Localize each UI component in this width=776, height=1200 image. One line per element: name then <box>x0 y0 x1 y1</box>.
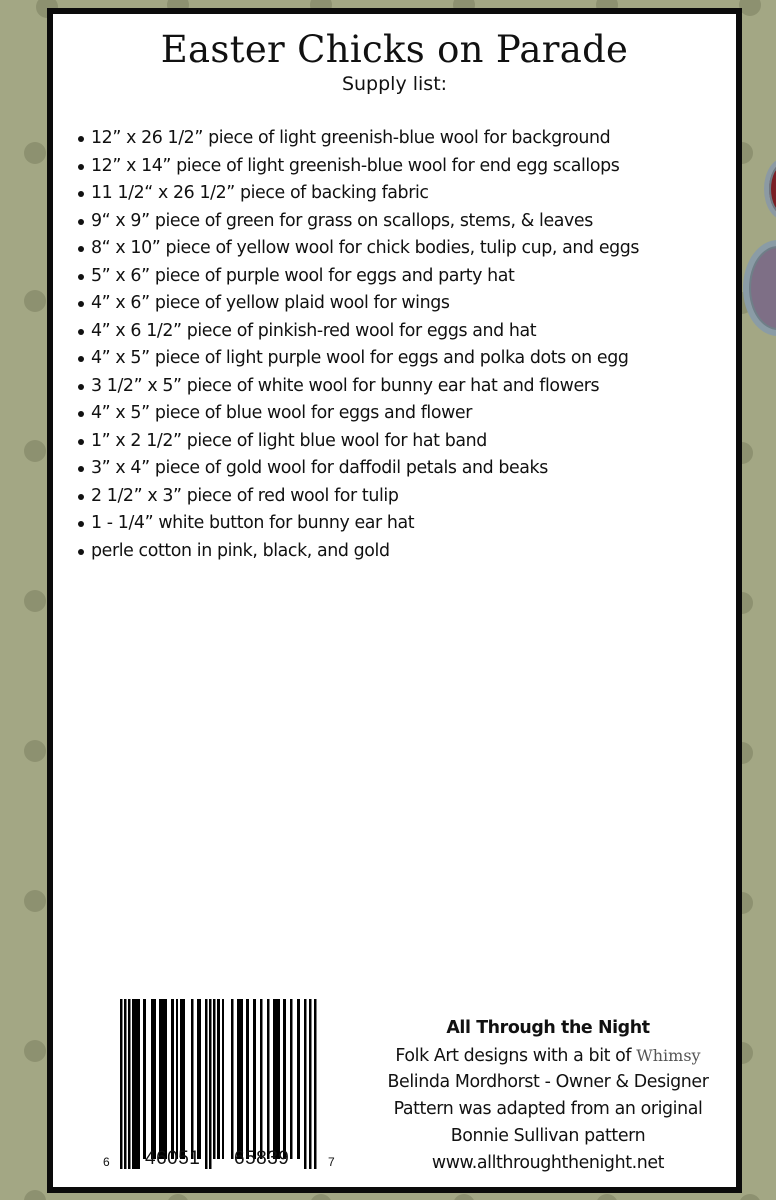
polka-dot <box>24 440 46 462</box>
supply-list-item: 3” x 4” piece of gold wool for daffodil petals and beaks <box>75 455 639 483</box>
polka-dot <box>596 1194 618 1200</box>
supply-list-item: 4” x 5” piece of blue wool for eggs and flower <box>75 400 639 428</box>
polka-dot <box>739 0 761 16</box>
polka-dot <box>24 1040 46 1062</box>
supply-list-item: 5” x 6” piece of purple wool for eggs and party hat <box>75 263 639 291</box>
bullet-icon <box>78 136 84 142</box>
tagline-accent: Whimsy <box>636 1046 701 1065</box>
supply-list <box>75 125 639 565</box>
bullet-icon <box>78 219 84 225</box>
pattern-back-card <box>47 8 742 1193</box>
company-tagline: Folk Art designs with a bit of Whimsy <box>395 1046 701 1066</box>
polka-dot <box>24 890 46 912</box>
polka-dot <box>24 590 46 612</box>
polka-dot <box>24 290 46 312</box>
supply-list-item: 12” x 14” piece of light greenish-blue wool for end egg scallops <box>75 153 639 181</box>
owner-line: Belinda Mordhorst - Owner & Designer <box>387 1072 709 1092</box>
designer-credits <box>353 1015 743 1177</box>
bullet-icon <box>78 549 84 555</box>
bullet-icon <box>78 329 84 335</box>
supply-list-heading: Supply list: <box>341 73 448 95</box>
supply-list-item: 8“ x 10” piece of yellow wool for chick bodies, tulip cup, and eggs <box>75 235 639 263</box>
supply-list-item: 11 1/2“ x 26 1/2” piece of backing fabric <box>75 180 639 208</box>
upc-barcode <box>87 985 347 1175</box>
pattern-title: Easter Chicks on Parade <box>160 28 629 71</box>
supply-list-item: 1” x 2 1/2” piece of light blue wool for hat band <box>75 428 639 456</box>
supply-list-item: perle cotton in pink, black, and gold <box>75 538 639 566</box>
supply-list-item: 4” x 5” piece of light purple wool for eggs and polka dots on egg <box>75 345 639 373</box>
bullet-icon <box>78 384 84 390</box>
felt-egg-red-decoration <box>764 158 776 220</box>
supply-list-item: 4” x 6 1/2” piece of pinkish-red wool for eggs and hat <box>75 318 639 346</box>
adaptation-note-line-1: Pattern was adapted from an original <box>393 1099 703 1119</box>
polka-dot <box>453 1194 475 1200</box>
bullet-icon <box>78 274 84 280</box>
polka-dot <box>739 1194 761 1200</box>
barcode-right-digits: 65839 <box>234 1148 290 1169</box>
supply-list-item: 9“ x 9” piece of green for grass on scallops, stems, & leaves <box>75 208 639 236</box>
bullet-icon <box>78 301 84 307</box>
polka-dot <box>24 142 46 164</box>
polka-dot <box>24 740 46 762</box>
bullet-icon <box>78 494 84 500</box>
bullet-icon <box>78 164 84 170</box>
felt-egg-purple-decoration <box>743 240 776 336</box>
bullet-icon <box>78 466 84 472</box>
company-name: All Through the Night <box>446 1018 650 1038</box>
polka-dot <box>24 1190 46 1200</box>
bullet-icon <box>78 246 84 252</box>
adaptation-note-line-2: Bonnie Sullivan pattern <box>450 1126 646 1146</box>
supply-list-item: 2 1/2” x 3” piece of red wool for tulip <box>75 483 639 511</box>
supply-list-item: 3 1/2” x 5” piece of white wool for bunny ear hat and flowers <box>75 373 639 401</box>
polka-dot <box>167 1194 189 1200</box>
supply-list-item: 12” x 26 1/2” piece of light greenish-blue wool for background <box>75 125 639 153</box>
bullet-icon <box>78 521 84 527</box>
polka-dot <box>310 1194 332 1200</box>
barcode-check-digit: 7 <box>328 1155 335 1169</box>
barcode-bars-icon <box>87 985 347 1175</box>
bullet-icon <box>78 411 84 417</box>
barcode-left-digits: 46051 <box>145 1148 201 1169</box>
barcode-leading-digit: 6 <box>103 1155 110 1169</box>
website-url: www.allthroughthenight.net <box>431 1153 665 1173</box>
bullet-icon <box>78 191 84 197</box>
supply-list-item: 4” x 6” piece of yellow plaid wool for wings <box>75 290 639 318</box>
supply-list-item: 1 - 1/4” white button for bunny ear hat <box>75 510 639 538</box>
bullet-icon <box>78 439 84 445</box>
bullet-icon <box>78 356 84 362</box>
